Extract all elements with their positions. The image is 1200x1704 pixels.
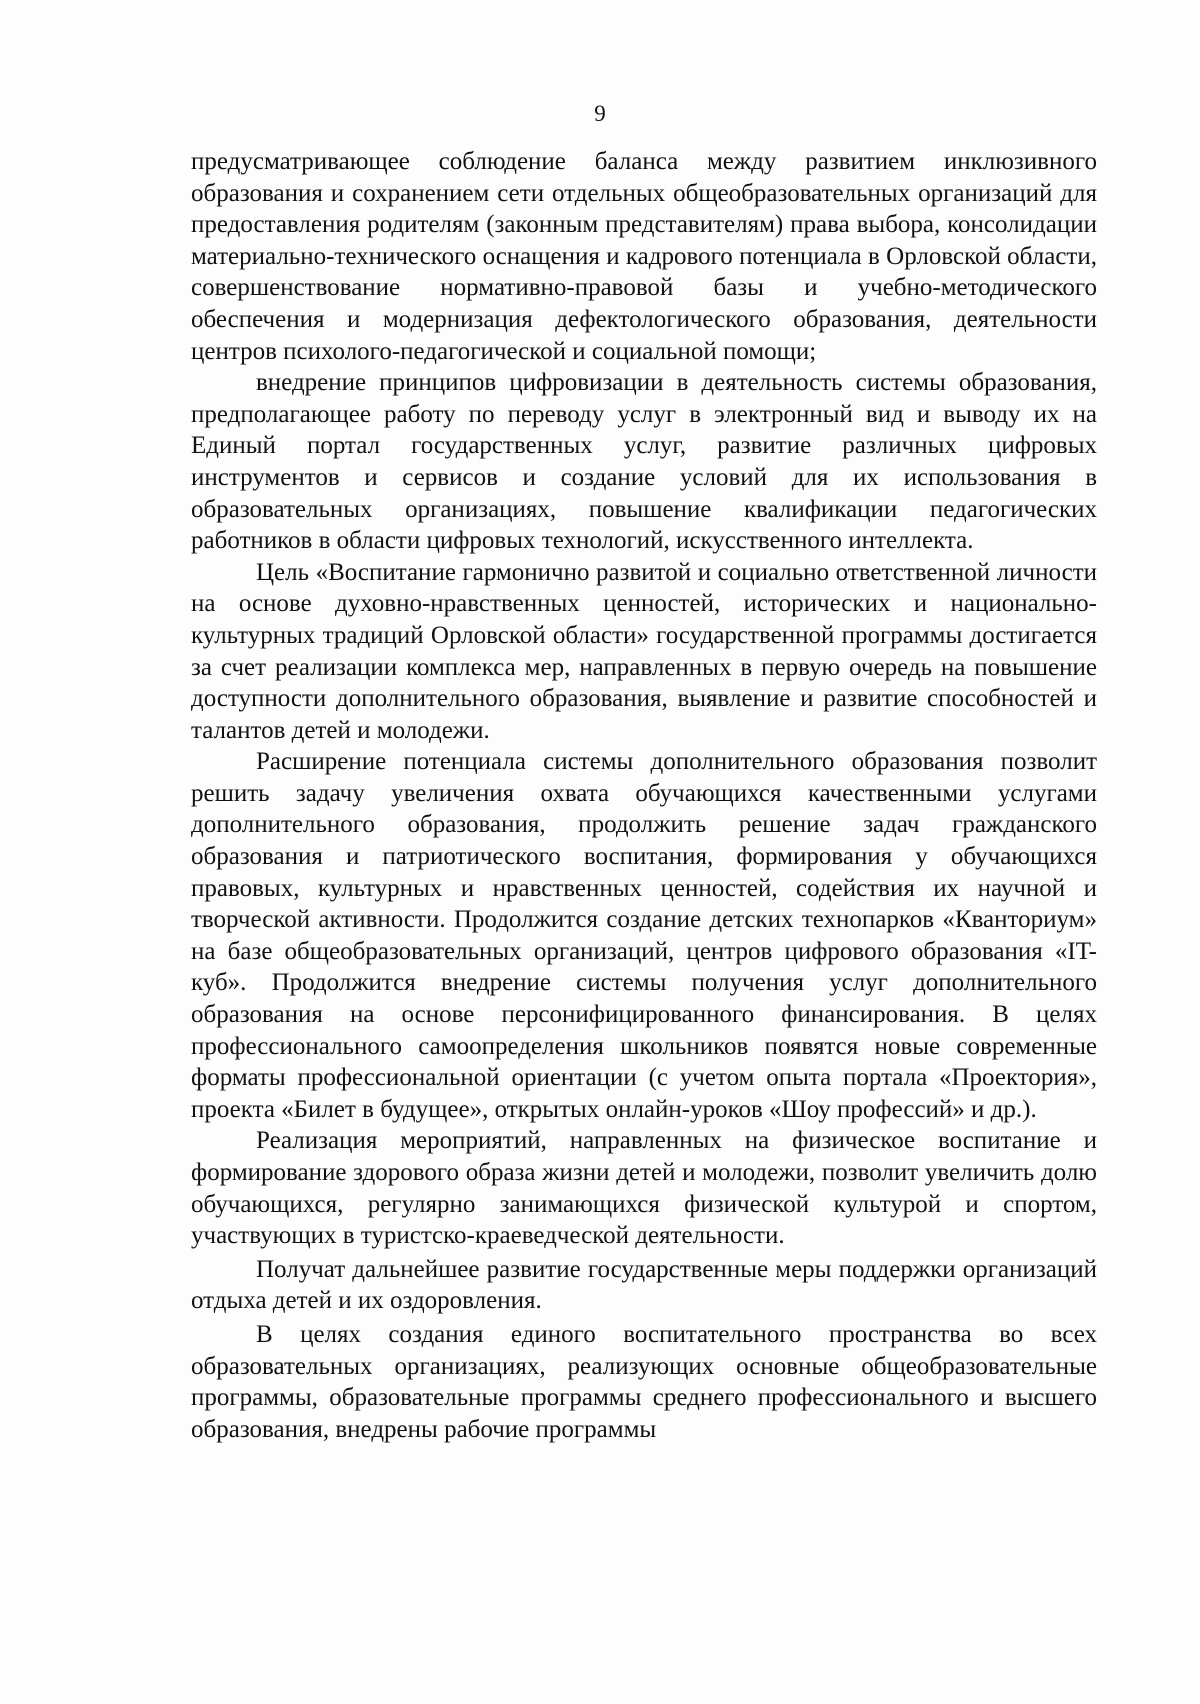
paragraph: предусматривающее соблюдение баланса между развитием инклюзивного образования и сохранением сети отдельных общеобразовательных организаций для предоставления родителям (законным представителям) права выбора, консолидации материально-технического оснащения и кадрового потенциала в Орловской области, совершенствование нормативно-правовой базы и учебно-методического обеспечения и модернизация дефектологического образования, деятельности центров психолого-педагогической и социальной помощи;: [191, 148, 1097, 365]
body-text: [191, 146, 1097, 1445]
page-number: 9: [594, 101, 606, 126]
paragraph: Получат дальнейшее развитие государственные меры поддержки организаций отдыха детей и их оздоровления.: [191, 1255, 1097, 1315]
paragraph: Цель «Воспитание гармонично развитой и социально ответственной личности на основе духовно-нравственных ценностей, исторических и национально-культурных традиций Орловской области» государственной программы достигается за счет реализации комплекса мер, направленных в первую очередь на повышение доступности дополнительного образования, выявление и развитие способностей и талантов детей и молодежи.: [191, 558, 1097, 744]
paragraph: Реализация мероприятий, направленных на физическое воспитание и формирование здорового образа жизни детей и молодежи, позволит увеличить долю обучающихся, регулярно занимающихся физической культурой и спортом, участвующих в туристско-краеведческой деятельности.: [191, 1127, 1097, 1250]
paragraph: Расширение потенциала системы дополнительного образования позволит решить задачу увеличения охвата обучающихся качественными услугами дополнительного образования, продолжить решение задач гражданского образования и патриотического воспитания, формирования у обучающихся правовых, культурных и нравственных ценностей, содействия их научной и творческой активности. Продолжится создание детских технопарков «Кванториум» на базе общеобразовательных организаций, центров цифрового образования «IT-куб». Продолжится внедрение системы получения услуг дополнительного образования на основе персонифицированного финансирования. В целях профессионального самоопределения школьников появятся новые современные форматы профессиональной ориентации (с учетом опыта портала «Проектория», проекта «Билет в будущее», открытых онлайн-уроков «Шоу профессий» и др.).: [191, 748, 1097, 1123]
paragraph: В целях создания единого воспитательного пространства во всех образовательных организациях, реализующих основные общеобразовательные программы, образовательные программы среднего профессионального и высшего образования, внедрены рабочие программы: [191, 1320, 1097, 1443]
paragraph: внедрение принципов цифровизации в деятельность системы образования, предполагающее работу по переводу услуг в электронный вид и выводу их на Единый портал государственных услуг, развитие различных цифровых инструментов и сервисов и создание условий для их использования в образовательных организациях, повышение квалификации педагогических работников в области цифровых технологий, искусственного интеллекта.: [191, 369, 1097, 555]
